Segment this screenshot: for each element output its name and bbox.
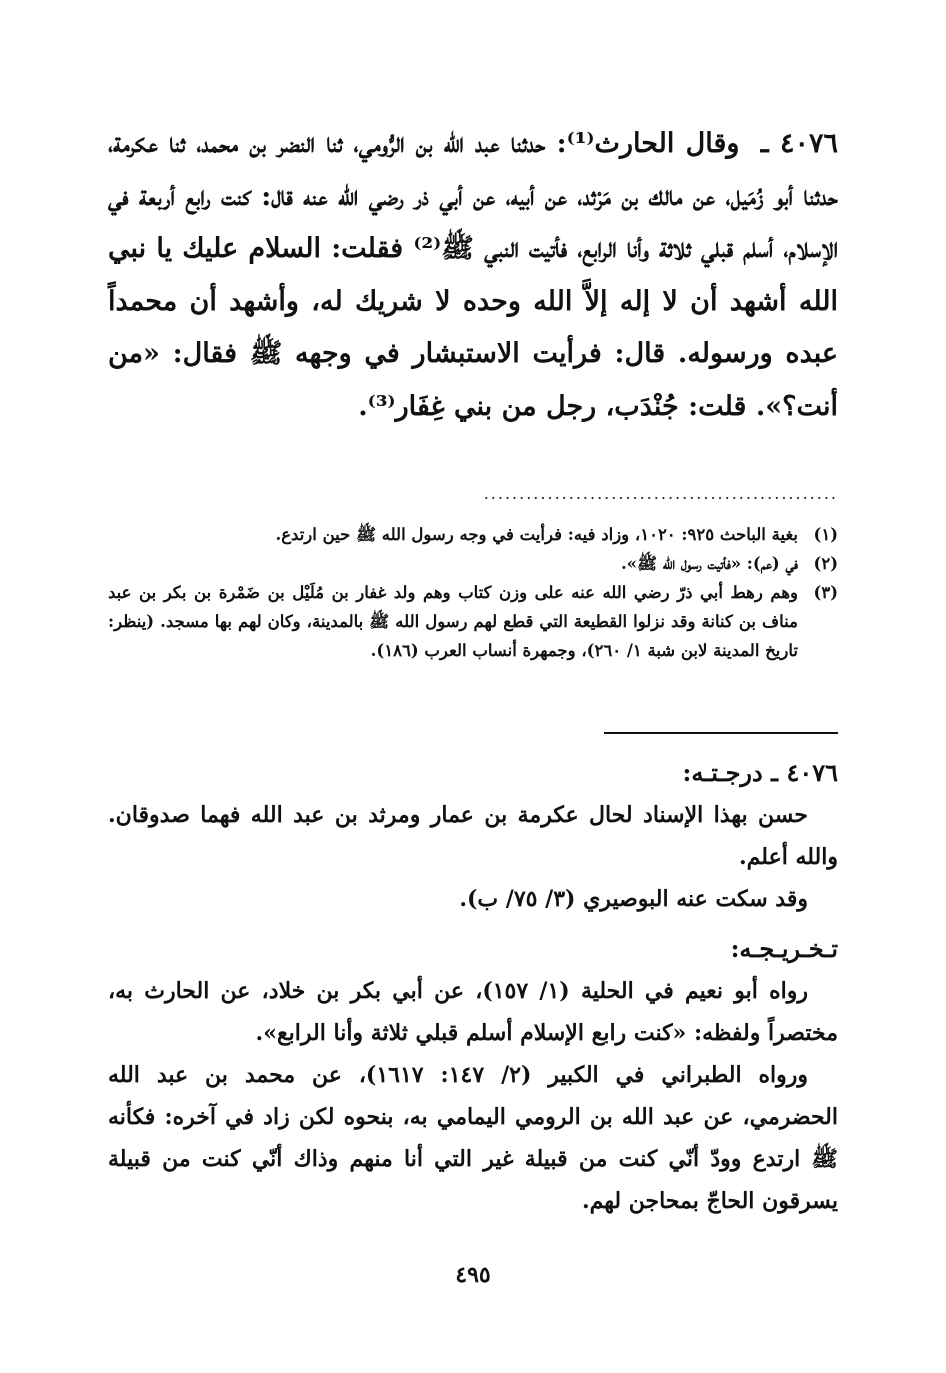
footnotes xyxy=(108,520,838,665)
footnote-text: في (عم): «فأتيت رسول الله ﷺ». xyxy=(621,554,798,573)
takhrij-paragraph: ورواه الطبراني في الكبير (٢/ ١٤٧: ١٦١٧)، عن محمد بن عبد الله الحضرمي، عن عبد الله بن الرومي اليمامي به، بنحوه لكن زاد في آخره: فكأنه ﷺ ارتدع وودّ أنّي كنت من قبيلة غير التي أنا منهم وذاك أنّي كنت من قبيلة يسرقون الحاجّ بمحاجن لهم. xyxy=(108,1062,838,1214)
takhrij-paragraph: رواه أبو نعيم في الحلية (١/ ١٥٧)، عن أبي بكر بن خلاد، عن الحارث به، مختصراً ولفظه: «كنت رابع الإسلام أسلم قبلي ثلاثة وأنا الرابع». xyxy=(108,978,838,1046)
grade-paragraph: حسن بهذا الإسناد لحال عكرمة بن عمار ومرثد بن عبد الله فهما صدوقان. والله أعلم. xyxy=(108,802,838,870)
hadith-line: ورسوله. قال: فرأيت الاستبشار في وجهه ﷺ فقال: «من أنت؟». قلت: xyxy=(108,338,838,422)
hadith-text xyxy=(108,118,838,433)
hadith-line: الله أشهد أن لا إله إلاَّ الله وحده لا شريك له، وأشهد أن محمداً عبده xyxy=(108,285,838,369)
footnote-separator: .................................................. xyxy=(483,484,838,503)
hadith-number: ٤٠٧٦ ـ xyxy=(760,128,838,159)
hadith-line: قبلي ثلاثة وأنا الرابع، فأتيت النبي ﷺ⁽²⁾ فقلت: السلام عليك يا نبي xyxy=(108,233,734,264)
footnote-number: (٣) xyxy=(813,583,838,602)
hadith-line: وقال الحارث⁽¹⁾: حدثنا عبد الله بن الرُّومي، ثنا xyxy=(326,128,740,159)
footnote-text: بغية الباحث ٩٢٥: ١٠٢٠، وزاد فيه: فرأيت في وجه رسول الله ﷺ حين ارتدع. xyxy=(275,525,798,544)
footnote-item xyxy=(108,520,838,549)
footnote-item xyxy=(108,578,838,665)
grade-heading: ٤٠٧٦ ـ درجـتـه: xyxy=(682,758,838,787)
hadith-line: جُنْدَب، رجل من بني غِفَار⁽³⁾. xyxy=(358,390,679,422)
footnote-number: (١) xyxy=(813,525,838,544)
takhrij-section xyxy=(108,928,838,1222)
takhrij-heading: تـخـريـجـه: xyxy=(730,934,838,963)
footnote-number: (٢) xyxy=(813,554,838,573)
grade-note: وقد سكت عنه البوصيري (٣/ ٧٥/ ب). xyxy=(459,886,808,912)
footnote-text: وهم رهط أبي ذرّ رضي الله عنه على وزن كتاب وهم ولد غفار بن مُلَيْل بن ضَمْرة بن بكر بن عبد مناف بن كنانة وقد نزلوا القطيعة التي قطع لهم رسول الله ﷺ بالمدينة، وكان لهم بها مسجد. (ينظر: تاريخ المدينة لابن شبة ١/ ٢٦٠)، وجمهرة أنساب العرب (١٨٦). xyxy=(108,583,798,660)
footnote-item xyxy=(108,549,838,578)
hadith-line: النضر بن محمد، ثنا عكرمة، حدثنا أبو زُمَيل، عن مالك بن مَرْثد، عن xyxy=(108,128,838,212)
hadith-line: أبيه، عن أبي ذر رضي الله عنه قال: كنت رابع أربعة في الإسلام، أسلم xyxy=(108,180,839,264)
page-number: ٤٩٥ xyxy=(455,1262,491,1288)
grade-section xyxy=(108,752,838,920)
section-divider xyxy=(604,732,838,734)
